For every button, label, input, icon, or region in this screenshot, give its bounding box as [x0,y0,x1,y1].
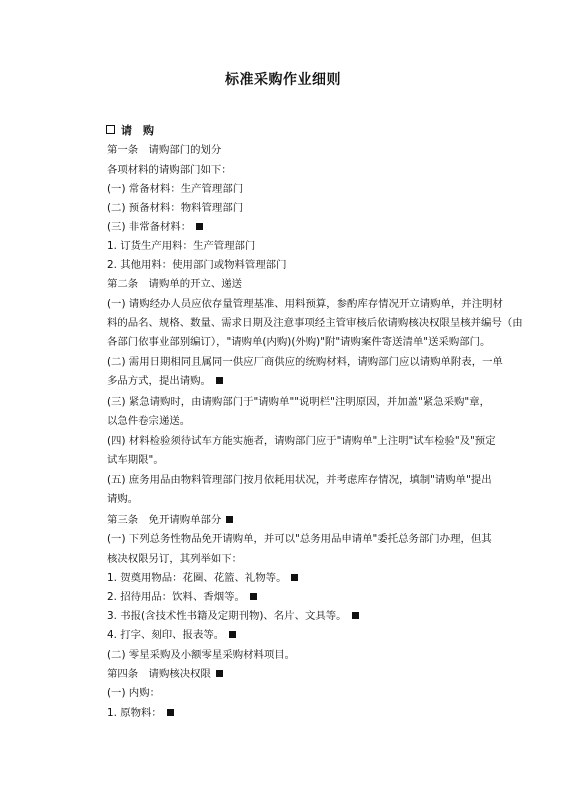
checkbox-square-icon [106,125,115,134]
text-line: (二) 预备材料：物料管理部门 [107,202,244,214]
text-line [107,220,203,234]
text-line: (一) 常备材料：生产管理部门 [107,183,244,195]
article-2-heading: 第二条 请购单的开立、递送 [107,278,243,290]
text-line-content: 4. 打字、刻印、报表等。 [107,629,225,641]
text-line: (一) 请购经办人员应依存量管理基准、用料预算，参酌库存情况开立请购单，并注明材 [107,298,503,310]
text-line: 请购。 [107,493,139,505]
text-line: 以急件卷宗递送。 [107,415,191,427]
text-line-content: 1. 原物料： [107,707,162,719]
text-line: (五) 庶务用品由物料管理部门按月依耗用状况，并考虑库存情况，填制"请购单"提出 [107,474,492,486]
text-line: 1. 订货生产用料：生产管理部门 [107,240,256,252]
text-line [107,609,359,623]
text-line: (四) 材料检验须待试车方能实施者，请购部门应于"请购单"上注明"试车检验"及"预定 [107,435,496,447]
text-line-content: 多品方式，提出请购。 [107,375,211,387]
text-line [107,571,298,585]
text-line: (一) 下列总务性物品免开请购单，并可以"总务用品申请单"委托总务部门办理，但其 [107,533,492,545]
section-heading [106,124,154,138]
text-line: 料的品名、规格、数量、需求日期及注意事项经主管审核后依请购核决权限呈核并编号（由 [107,317,523,329]
text-line [107,374,223,388]
text-line-content: 2. 招待用品：饮料、香烟等。 [107,591,245,603]
black-square-icon [250,593,257,600]
black-square-icon [216,377,223,384]
text-line-content: 1. 贺奠用物品：花圈、花篮、礼物等。 [107,572,287,584]
text-line: 各部门依事业部别编订），"请购单(内购)(外购)"附"请购案件寄送清单"送采购部门。 [107,336,491,348]
document-title: 标准采购作业细则 [225,72,341,88]
article-4-heading [107,667,223,681]
text-line: 核决权限另订，其列举如下： [107,553,243,565]
text-line: 2. 其他用料：使用部门或物料管理部门 [107,259,287,271]
section-heading-text: 请 购 [121,124,154,137]
black-square-icon [167,709,174,716]
article-3-heading [107,513,233,527]
black-square-icon [196,223,203,230]
text-line: (二) 需用日期相同且属同一供应厂商供应的统购材料，请购部门应以请购单附表，一单 [107,356,503,368]
text-line-content: 3. 书报(含技术性书籍及定期刊物)、名片、文具等。 [107,610,347,622]
black-square-icon [229,631,236,638]
text-line: (一) 内购： [107,687,160,699]
text-line: (三) 紧急请购时，由请购部门于"请购单""说明栏"注明原因，并加盖"紧急采购"章， [107,396,490,408]
text-line: 各项材料的请购部门如下： [107,164,232,176]
text-line [107,590,257,604]
article-1-heading: 第一条 请购部门的划分 [107,144,222,156]
black-square-icon [226,516,233,523]
text-line-content: 第三条 免开请购单部分 [107,514,222,526]
black-square-icon [216,670,223,677]
text-line: (二) 零星采购及小额零星采购材料项目。 [107,649,296,661]
text-line-content: 第四条 请购核决权限 [107,668,211,680]
black-square-icon [352,612,359,619]
text-line [107,628,236,642]
black-square-icon [291,574,298,581]
text-line-content: (三) 非常备材料： [107,221,192,233]
text-line [107,706,174,720]
text-line: 试车期限"。 [107,454,164,466]
